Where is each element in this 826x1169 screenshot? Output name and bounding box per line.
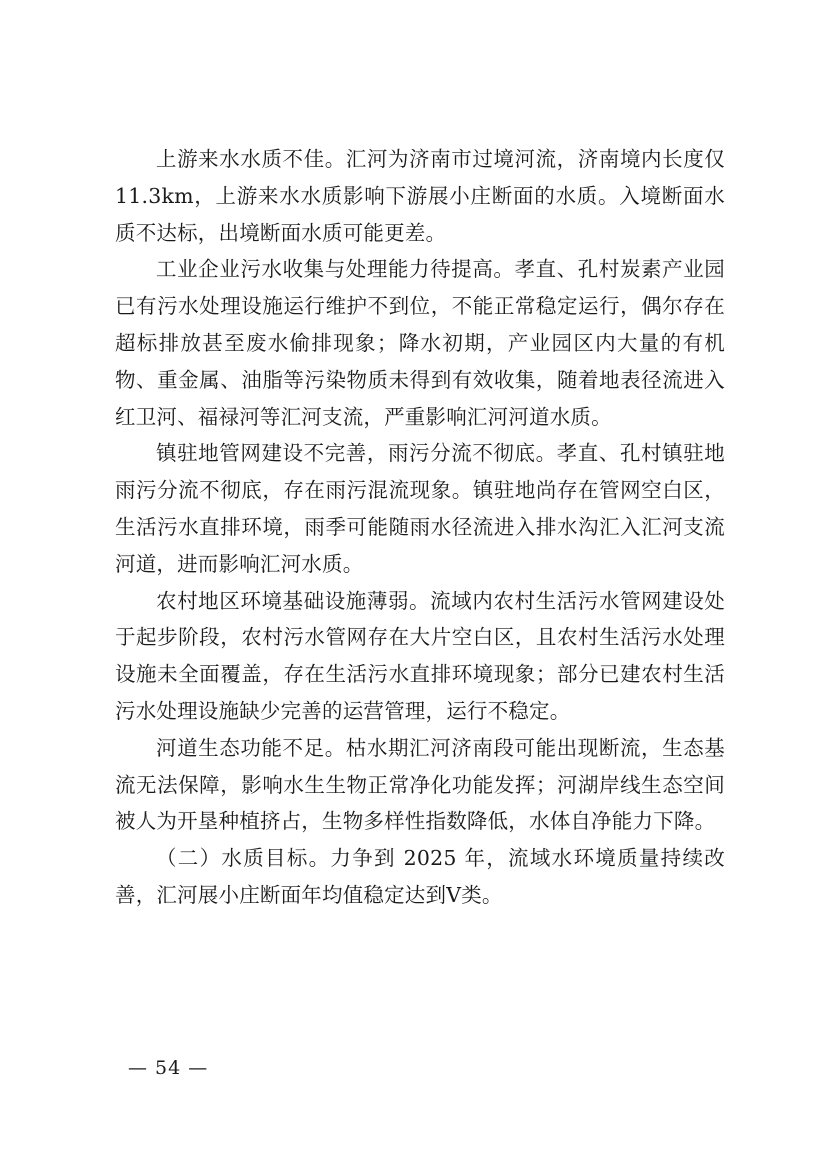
paragraph-rural-infrastructure: 农村地区环境基础设施薄弱。流域内农村生活污水管网建设处于起步阶段，农村污水管网存在大片空白区，且农村生活污水处理设施未全面覆盖，存在生活污水直排环境现象；部分已建农村生活污水处理设施缺少完善的运营管理，运行不稳定。 — [115, 588, 725, 723]
paragraph-upstream-water-quality: 上游来水水质不佳。汇河为济南市过境河流，济南境内长度仅 11.3km，上游来水水质影响下游展小庄断面的水质。入境断面水质不达标，出境断面水质可能更差。 — [115, 147, 725, 245]
paragraph-river-ecology: 河道生态功能不足。枯水期汇河济南段可能出现断流，生态基流无法保障，影响水生生物正常净化功能发挥；河湖岸线生态空间被人为开垦种植挤占，生物多样性指数降低，水体自净能力下降。 — [115, 735, 725, 834]
document-body — [115, 141, 725, 914]
paragraph-town-pipe-network: 镇驻地管网建设不完善，雨污分流不彻底。孝直、孔村镇驻地雨污分流不彻底，存在雨污混流现象。镇驻地尚存在管网空白区，生活污水直排环境，雨季可能随雨水径流进入排水沟汇入汇河支流河道，进而影响汇河水质。 — [115, 441, 725, 576]
paragraph-water-quality-target: （二）水质目标。力争到 2025 年，流域水环境质量持续改善，汇河展小庄断面年均值稳定达到Ⅴ类。 — [115, 846, 725, 907]
page-number: — 54 — — [128, 1057, 209, 1079]
paragraph-industrial-wastewater: 工业企业污水收集与处理能力待提高。孝直、孔村炭素产业园已有污水处理设施运行维护不到位，不能正常稳定运行，偶尔存在超标排放甚至废水偷排现象；降水初期，产业园区内大量的有机物、重金属、油脂等污染物质未得到有效收集，随着地表径流进入红卫河、福禄河等汇河支流，严重影响汇河河道水质。 — [115, 257, 725, 429]
